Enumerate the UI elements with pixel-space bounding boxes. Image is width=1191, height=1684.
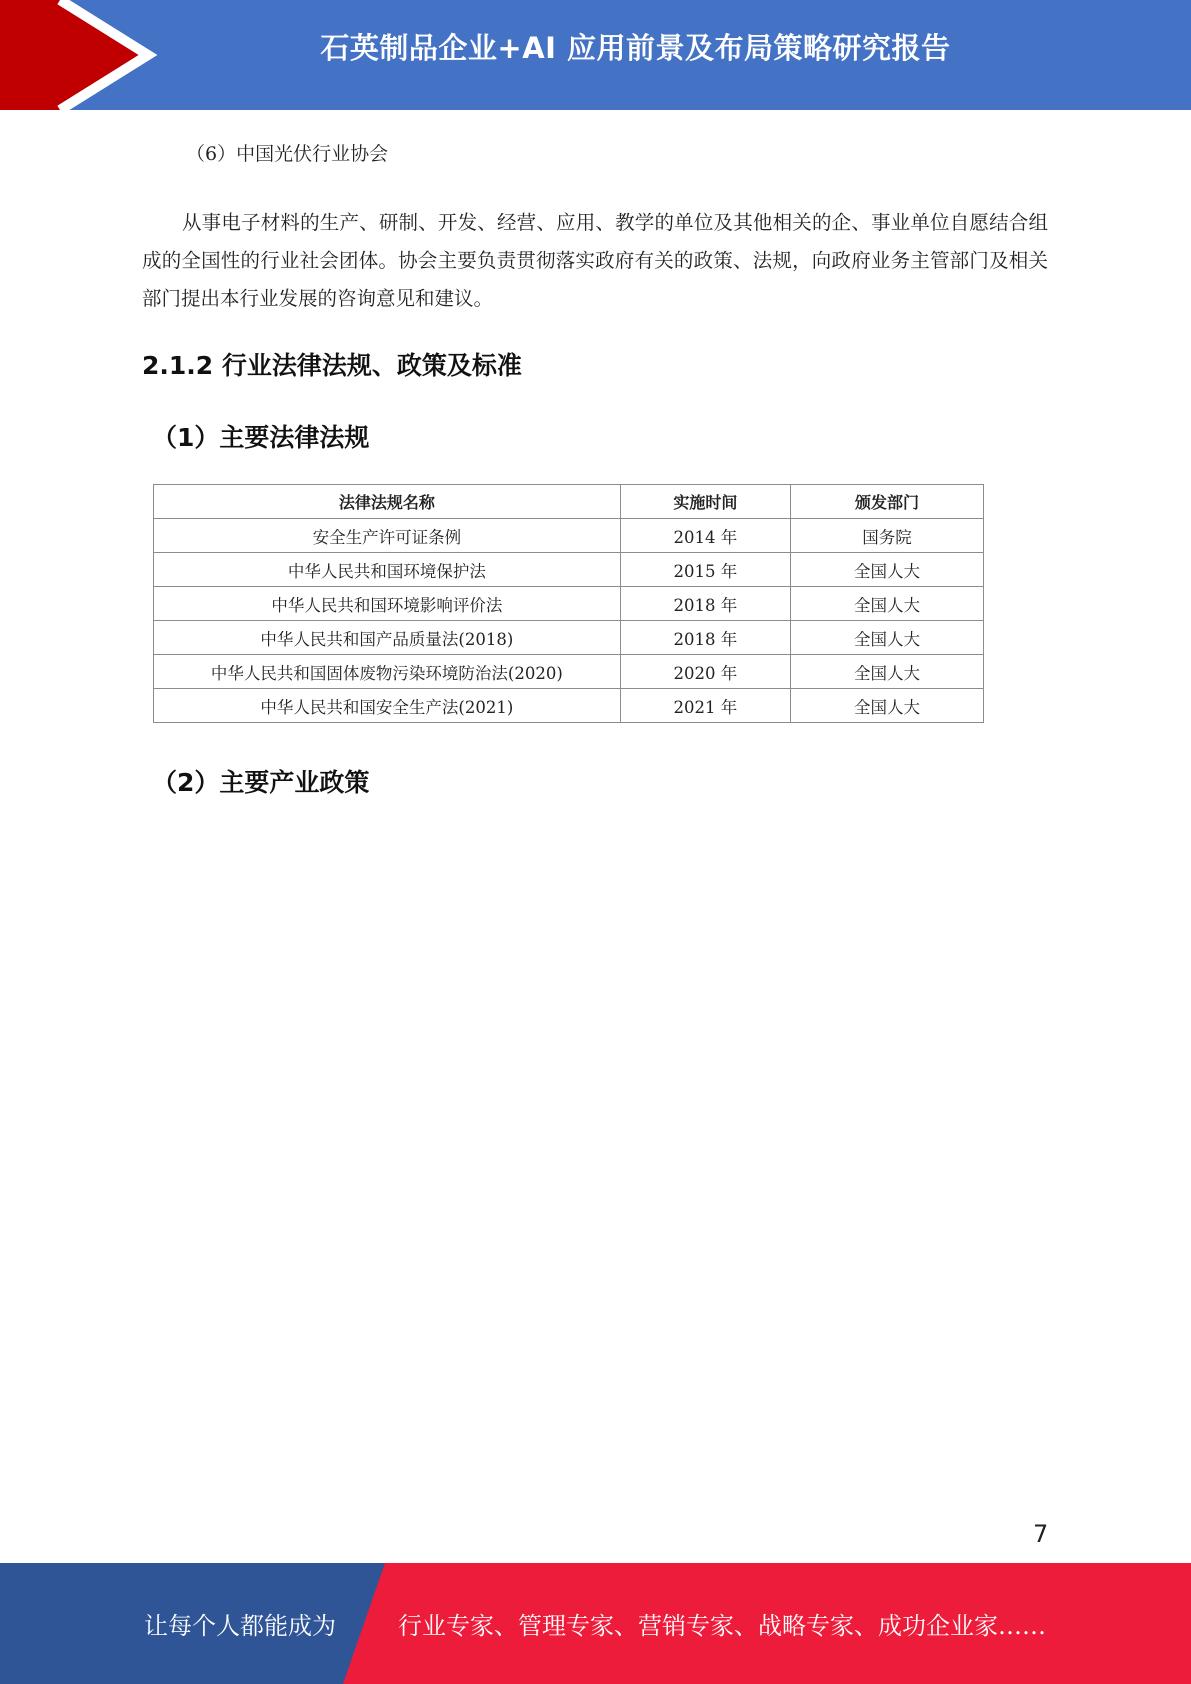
table-cell: 全国人大 (790, 655, 983, 689)
page-number: 7 (1033, 1520, 1049, 1548)
table-header-row (154, 485, 984, 519)
table-cell: 全国人大 (790, 689, 983, 723)
table-row (154, 689, 984, 723)
table-header-cell: 法律法规名称 (154, 485, 621, 519)
table-cell: 安全生产许可证条例 (154, 519, 621, 553)
laws-table (153, 484, 984, 723)
table-cell: 中华人民共和国产品质量法(2018) (154, 621, 621, 655)
subsection-heading-policies: （2）主要产业政策 (152, 768, 370, 797)
section-heading: 2.1.2 行业法律法规、政策及标准 (142, 351, 522, 380)
table-cell: 2014 年 (620, 519, 790, 553)
footer-slogan-right: 行业专家、管理专家、营销专家、战略专家、成功企业家…… (398, 1612, 1046, 1640)
table-header-cell: 实施时间 (620, 485, 790, 519)
sub-heading-association: （6）中国光伏行业协会 (186, 143, 389, 165)
table-cell: 中华人民共和国安全生产法(2021) (154, 689, 621, 723)
subsection-heading-laws: （1）主要法律法规 (152, 423, 370, 452)
table-cell: 2015 年 (620, 553, 790, 587)
table-row (154, 621, 984, 655)
table-header-cell: 颁发部门 (790, 485, 983, 519)
table-cell: 2020 年 (620, 655, 790, 689)
table-cell: 中华人民共和国环境影响评价法 (154, 587, 621, 621)
page-footer (0, 1563, 1191, 1684)
footer-slogan-left: 让每个人都能成为 (144, 1612, 336, 1640)
table-row (154, 587, 984, 621)
table-cell: 2018 年 (620, 587, 790, 621)
table-cell: 2021 年 (620, 689, 790, 723)
table-row (154, 519, 984, 553)
table-cell: 中华人民共和国固体废物污染环境防治法(2020) (154, 655, 621, 689)
table-cell: 2018 年 (620, 621, 790, 655)
table-cell: 全国人大 (790, 587, 983, 621)
report-title: 石英制品企业+AI 应用前景及布局策略研究报告 (320, 31, 951, 65)
table-cell: 全国人大 (790, 621, 983, 655)
table-row (154, 553, 984, 587)
table-cell: 全国人大 (790, 553, 983, 587)
table-cell: 国务院 (790, 519, 983, 553)
body-paragraph: 从事电子材料的生产、研制、开发、经营、应用、教学的单位及其他相关的企、事业单位自愿结合组成的全国性的行业社会团体。协会主要负责贯彻落实政府有关的政策、法规，向政府业务主管部门及相关部门提出本行业发展的咨询意见和建议。 (142, 211, 1048, 310)
table-row (154, 655, 984, 689)
page-header (0, 0, 1191, 110)
table-cell: 中华人民共和国环境保护法 (154, 553, 621, 587)
